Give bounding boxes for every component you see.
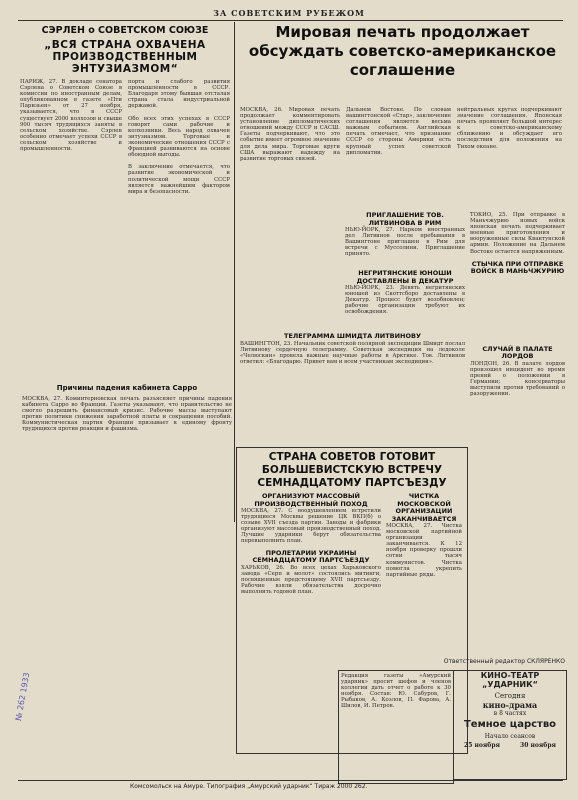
congress-col1-title: ОРГАНИЗУЮТ МАССОВЫЙ ПРОИЗВОДСТВЕННЫЙ ПОХОД [254, 492, 368, 508]
stychka-title: СТЫЧКА ПРИ ОТПРАВКЕ ВОЙСК В МАНЬЧЖУРИЮ [470, 259, 565, 276]
lords-title: СЛУЧАЙ В ПАЛАТЕ ЛОРДОВ [482, 344, 553, 361]
congress-col2-title: ЧИСТКА МОСКОВСКОЙ ОРГАНИЗАЦИИ ЗАКАНЧИВАЕТСЯ [391, 492, 457, 523]
handwritten-note: № 262 1933 [14, 671, 32, 722]
serlen-article [20, 25, 230, 380]
main-article-body [240, 107, 565, 217]
decatur-title: НЕГРИТЯНСКИЕ ЮНОШИ ДОСТАВЛЕНЫ В ДЕКАТУР [356, 269, 454, 285]
main-body-3: нейтральных кругах подчеркивают значение соглашения. Японская печать проявляет большой интерес к советско-американскому сближению и обсуждает его последствия для положения на Тихом океане. [457, 107, 564, 150]
cinema-genre: кино-драма [482, 700, 538, 710]
serlen-title: СЭРЛЕН о СОВЕТСКОМ СОЮЗЕ [41, 25, 209, 36]
cinema-ad [453, 670, 567, 780]
cinema-title: КИНО-ТЕАТР „УДАРНИК“ [480, 671, 540, 689]
telegram-title: ТЕЛЕГРАММА ШМИДТА ЛИТВИНОВУ [284, 332, 421, 340]
litvinov-rome-article [345, 212, 465, 268]
cabinet-title: Причины падения кабинета Сарро [56, 384, 198, 392]
cinema-day-2: 30 ноября [520, 742, 556, 749]
telegram-body: ВАШИНГТОН, 23. Начальник советской полярной экспедиции Шмидт послал Литвинову сердечную телеграмму. Советская экспедиция на ледоколе «Челюскин» провела важные научные работы в Арктике. Тов. Литвинов ответил: «Благодарю. Привет вам и всем участникам экспедиции». [240, 340, 467, 365]
main-body-1: МОСКВА, 26. Мировая печать продолжает комментировать установление дипломатических отношений между СССР и САСШ. Газеты подчеркивают, что это событие имеет огромное значение для дела мира. Торговые круги США выражают надежду на развитие торговых связей. [240, 107, 342, 162]
cinema-today: Сегодня [494, 692, 526, 700]
congress-col2-body: МОСКВА, 27. Чистка московской партийной организации заканчивается. К 12 ноября проверку прошли сотни тысяч коммунистов. Чистка помогла укрепить партийные ряды. [386, 523, 464, 578]
main-headline: Мировая печать продолжает обсуждать советско-американское соглашение [248, 23, 557, 79]
redaction-notice-text: Редакция газеты «Амурский ударник» просит шефов и членов коллегии дать отчет о работе к 30 ноября. Состав: Ю. Сабуров, Г. Рыбаков, А. Козлов, П. Фарова, А. Шилов, И. Петров. [341, 673, 453, 710]
serlen-body-2: порта и слабого развития промышленности в СССР. Благодаря этому бывшая отсталая страна стала индустриальной державой. Обо всех этих успехах в СССР говорят сами рабочие и колхозники. Весь народ охвачен энтузиазмом. Торговые и экономические отношения СССР с Францией развиваются на основе обоюдной выгоды. В заключение отмечается, что развитие экономической и политической мощи СССР является важнейшим фактором мира и безопасности. [128, 79, 230, 195]
cinema-parts: в 8 частях [493, 710, 527, 717]
right-news-column [470, 212, 565, 582]
right-news-body: ТОКИО, 25. При отправке в Маньчжурию новых войск японская печать подчеркивает военные приготовления и вооруженные силы Квантунской армии. Положение на Дальнем Востоке остается напряженным. [470, 212, 567, 255]
cinema-day-1: 25 ноября [464, 742, 500, 749]
main-headline-block [240, 23, 565, 105]
serlen-body-1: ПАРИЖ, 27. В докладе сенатора Сэрлена о Советском Союзе в комиссии по иностранным делам, опубликованном в газете «Пти Паризьен» от 27 ноября, указывается, что в СССР существует 2000 колхозов и свыше 900 тысяч трудящихся заняты в сельском хозяйстве. Сэрлен особенно отмечает успехи СССР в сельском хозяйстве и промышленности. [20, 79, 124, 153]
section-header: ЗА СОВЕТСКИМ РУБЕЖОМ [213, 8, 365, 18]
decatur-article [345, 270, 465, 330]
telegram-article [240, 333, 465, 443]
congress-col3-title: ПРОЛЕТАРИИ УКРАИНЫ СЕМНАДЦАТОМУ ПАРТСЪЕЗДУ [252, 548, 370, 565]
congress-col1-body: МОСКВА, 27. С воодушевлением встретили трудящиеся Москвы решение ЦК ВКП(б) о созыве XVII съезда партии. Заводы и фабрики организуют массовый производственный поход. Лучшие ударники берут обязательства перевыполнить план. [241, 508, 383, 545]
cinema-sessions: Начало сеансов [484, 733, 536, 740]
serlen-subtitle: „ВСЯ СТРАНА ОХВАЧЕНА ПРОИЗВОДСТВЕННЫМ ЭНТУЗИАЗМОМ“ [44, 39, 206, 75]
cabinet-article [22, 385, 232, 745]
header-rule [18, 20, 563, 21]
congress-headline: СТРАНА СОВЕТОВ ГОТОВИТ БОЛЬШЕВИСТСКУЮ ВСТРЕЧУ СЕМНАДЦАТОМУ ПАРТСЪЕЗДУ [257, 451, 447, 489]
footer: Комсомольск на Амуре. Типография „Амурский ударник“ Тираж 2000 262. [130, 783, 368, 790]
lords-body: ЛОНДОН, 26. В палате лордов произошел инцидент во время прений о положении в Германии; консерваторы выступили против требований о разоружении. [470, 360, 567, 398]
litvinov-rome-title: ПРИГЛАШЕНИЕ ТОВ. ЛИТВИНОВА В РИМ [366, 211, 444, 227]
main-body-2: Дальнем Востоке. По словам вашингтонской «Стар», заключение соглашения является весьма важным событием. Английская печать отмечает, что признание СССР со стороны Америки есть крупный успех советской дипломатии. [346, 107, 453, 156]
footer-rule [18, 780, 563, 781]
congress-col3-body: ХАРЬКОВ, 26. Во всех цехах Харьковского завода «Серп и молот» состоялись митинги, посвященные предстоящему XVII партсъезду. Рабочие взяли обязательства досрочно выполнить годовой план. [241, 564, 383, 595]
cinema-film: Темное царство [463, 719, 557, 730]
decatur-body: НЬЮ-ЙОРК, 23. Девять негритянских юношей из Скоттсборо доставлены в Декатур. Процесс будет возобновлен; рабочие организации требуют их освобождения. [345, 285, 467, 316]
redaction-notice [338, 670, 454, 784]
cabinet-body: МОСКВА, 27. Коминтерновская печать разъясняет причины падения кабинета Сарро во Франции. Газеты указывают, что правительство не смогло разрешить финансовый кризис. Рабочие массы выступают против политики снижения заработной платы и сокращения пособий. Коммунистическая партия Франции призывает к единому фронту трудящихся против реакции и фашизма. [22, 395, 234, 432]
litvinov-rome-body: НЬЮ-ЙОРК, 27. Нарком иностранных дел Литвинов после пребывания в Вашингтоне приглашен в Рим для встречи с Муссолини. Приглашение принято. [345, 227, 467, 258]
column-rule [234, 22, 235, 522]
editor-line: Ответственный редактор СКЛЯРЕНКО [443, 658, 565, 665]
